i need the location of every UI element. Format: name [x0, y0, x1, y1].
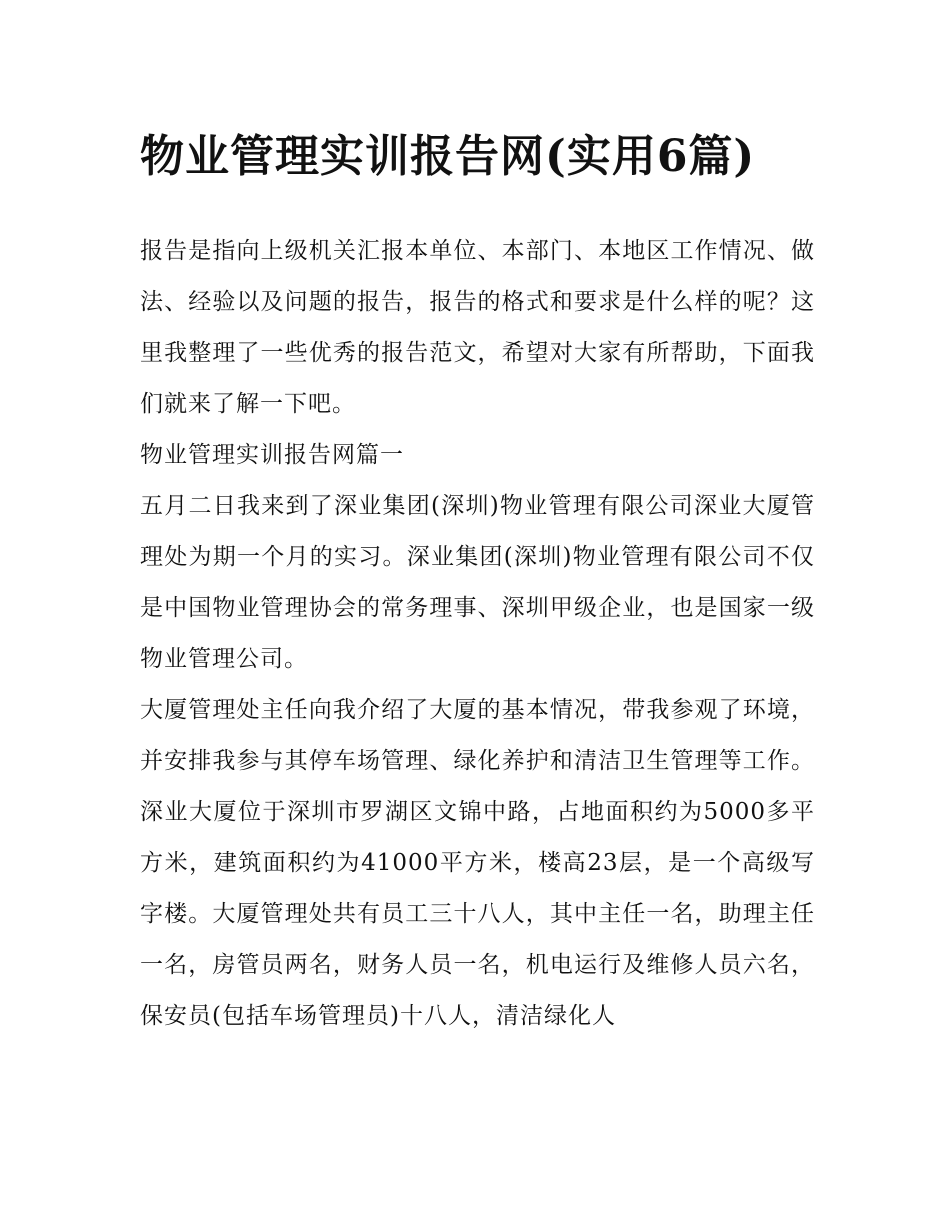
- body-paragraph-2: 大厦管理处主任向我介绍了大厦的基本情况，带我参观了环境，并安排我参与其停车场管理、绿化养护和清洁卫生管理等工作。深业大厦位于深圳市罗湖区文锦中路，占地面积约为5000多平方米，建筑面积约为41000平方米，楼高23层，是一个高级写字楼。大厦管理处共有员工三十八人，其中主任一名，助理主任一名，房管员两名，财务人员一名，机电运行及维修人员六名，保安员(包括车场管理员)十八人，清洁绿化人: [140, 697, 815, 1029]
- intro-paragraph: 报告是指向上级机关汇报本单位、本部门、本地区工作情况、做法、经验以及问题的报告，报告的格式和要求是什么样的呢？这里我整理了一些优秀的报告范文，希望对大家有所帮助，下面我们就来了解一下吧。: [140, 238, 815, 417]
- document-page: [140, 118, 815, 1042]
- body-paragraph-1: 五月二日我来到了深业集团(深圳)物业管理有限公司深业大厦管理处为期一个月的实习。深业集团(深圳)物业管理有限公司不仅是中国物业管理协会的常务理事、深圳甲级企业，也是国家一级物业管理公司。: [140, 493, 815, 672]
- document-title: 物业管理实训报告网(实用6篇): [140, 131, 756, 182]
- document-body: [140, 226, 815, 1042]
- section-heading: 物业管理实训报告网篇一: [140, 442, 404, 468]
